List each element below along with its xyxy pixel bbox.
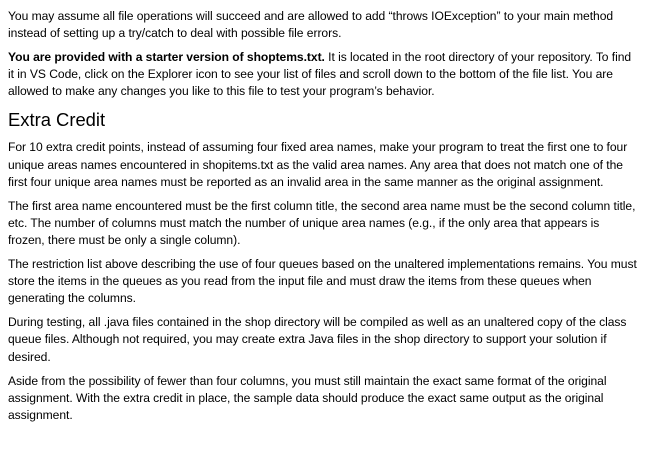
extra-credit-paragraph-area-names: For 10 extra credit points, instead of assuming four fixed area names, make your program to treat the first one to four unique areas names encountered in shopitems.txt as the valid area names. Any area that does not match one of the first four unique area names must be reported as an invalid area in the same manner as the original assignment. [8, 140, 628, 189]
intro-paragraph-starter-file [8, 49, 637, 100]
extra-credit-paragraph-testing: During testing, all .java files contained in the shop directory will be compiled as well as an unaltered copy of the class queue files. Although not required, you may create extra Java files in the shop directory to support your solution if desired. [8, 315, 627, 364]
intro-paragraph-file-operations: You may assume all file operations will succeed and are allowed to add “throws IOException” to your main method instead of setting up a try/catch to deal with possible file errors. [8, 9, 614, 41]
extra-credit-paragraph-column-titles: The first area name encountered must be the first column title, the second area name must be the second column title, etc. The number of columns must match the number of unique area names (e.g., if the only area that appears is frozen, there must be only a single column). [8, 198, 636, 247]
starter-file-text: It is located in the root directory of your repository. To find it in VS Code, click on the Explorer icon to see your list of files and scroll down to the bottom of the file list. You are allowed to make any changes you like to this file to test your program’s behavior. [8, 50, 632, 99]
extra-credit-paragraph-queues: The restriction list above describing the use of four queues based on the unaltered implementations remains. You must store the items in the queues as you read from the input file and must draw the items from these queues when generating the columns. [8, 257, 637, 306]
extra-credit-paragraph-format: Aside from the possibility of fewer than four columns, you must still maintain the exact same format of the original assignment. With the extra credit in place, the sample data should produce the exact same output as the original assignment. [8, 373, 607, 422]
starter-file-bold-text: You are provided with a starter version of shoptems.txt. [8, 50, 325, 65]
extra-credit-heading: Extra Credit [8, 109, 106, 131]
